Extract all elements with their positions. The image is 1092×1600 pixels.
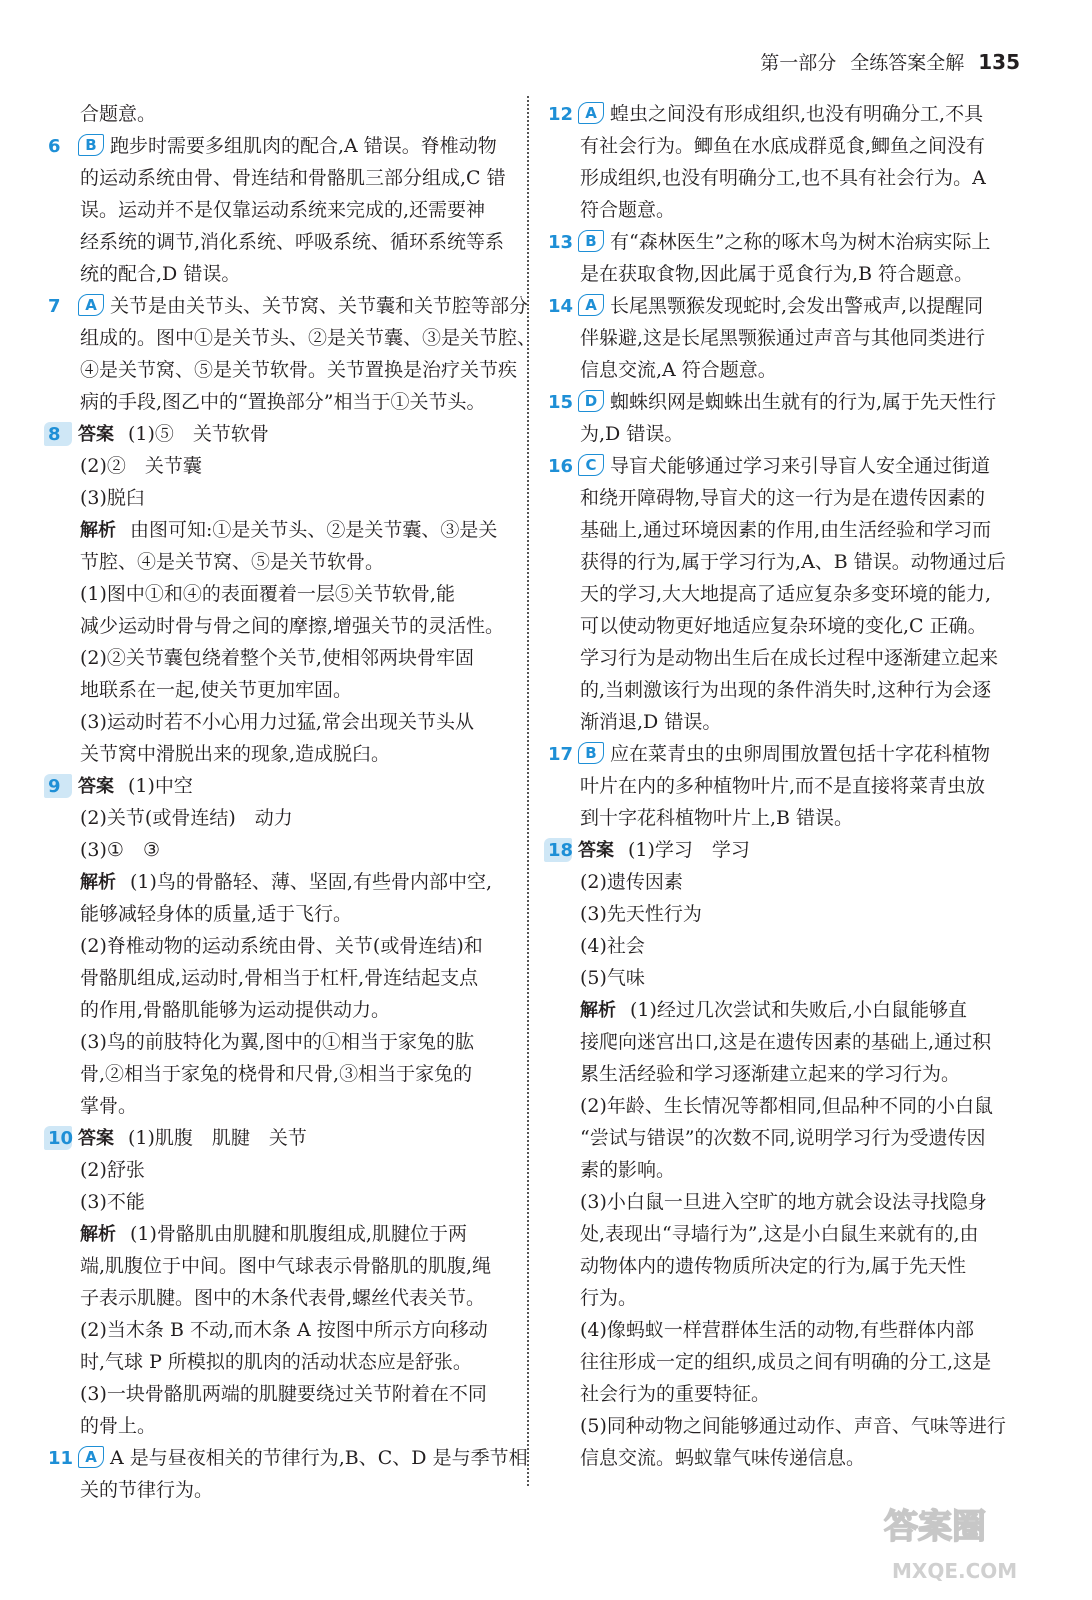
text-line: (1)骨骼肌由肌腱和肌腹组成,肌腱位于两 <box>130 1223 467 1245</box>
text-line: 导盲犬能够通过学习来引导盲人安全通过街道 <box>610 455 991 477</box>
item-number: 13 <box>548 232 574 253</box>
text-line: 的运动系统由骨、骨连结和骨骼肌三部分组成,C 错 <box>80 167 506 189</box>
text-line: 基础上,通过环境因素的作用,由生活经验和学习而 <box>580 519 992 541</box>
answer-badge: D <box>578 390 604 412</box>
answer-badge: A <box>78 294 104 316</box>
text-line: 有社会行为。鲫鱼在水底成群觅食,鲫鱼之间没有 <box>580 135 986 157</box>
text-line: 接爬向迷宫出口,这是在遗传因素的基础上,通过积 <box>580 1031 992 1053</box>
answer-item-7 <box>48 290 537 418</box>
watermark-logo <box>874 1490 1074 1590</box>
text-line: 信息交流。蚂蚁靠气味传递信息。 <box>580 1447 866 1469</box>
text-line: 获得的行为,属于学习行为,A、B 错误。动物通过后 <box>580 551 1006 573</box>
item-number: 8 <box>48 419 78 451</box>
header-section: 第一部分 <box>760 52 837 74</box>
text-line: 天的学习,大大地提高了适应复杂多变环境的能力, <box>580 583 992 605</box>
text-line: “尝试与错误”的次数不同,说明学习行为受遗传因 <box>580 1127 986 1149</box>
text-line: 关节是由关节头、关节窝、关节囊和关节腔等部分 <box>110 295 529 317</box>
watermark-logo-text: 答案圈 <box>884 1507 986 1547</box>
answer-item-14 <box>548 290 1020 386</box>
answer-item-17 <box>548 738 1020 834</box>
text-line: (3)运动时若不小心用力过猛,常会出现关节头从 <box>80 711 474 733</box>
text-line: 骨骼肌组成,运动时,骨相当于杠杆,骨连结起支点 <box>80 967 479 989</box>
text-line: 社会行为的重要特征。 <box>580 1383 771 1405</box>
text-line: 时,气球 P 所模拟的肌肉的活动状态应是舒张。 <box>80 1351 472 1373</box>
item-number: 17 <box>548 744 574 765</box>
text-line: 节腔、④是关节窝、⑤是关节软骨。 <box>80 551 385 573</box>
answer-label: 答案 <box>578 840 614 861</box>
text-line: (4)像蚂蚁一样营群体生活的动物,有些群体内部 <box>580 1319 974 1341</box>
answer-item-13 <box>548 226 1020 290</box>
text-line: 累生活经验和学习逐渐建立起来的学习行为。 <box>580 1063 961 1085</box>
text-line: 关的节律行为。 <box>80 1479 214 1501</box>
text-line: 骨,②相当于家兔的桡骨和尺骨,③相当于家兔的 <box>80 1063 473 1085</box>
answer-part: (2)关节(或骨连结) 动力 <box>80 807 293 829</box>
text-line: 蜘蛛织网是蜘蛛出生就有的行为,属于先天性行 <box>610 391 997 413</box>
answer-badge: A <box>578 294 604 316</box>
text-line: 渐消退,D 错误。 <box>580 711 722 733</box>
text-line: 地联系在一起,使关节更加牢固。 <box>80 679 353 701</box>
item-number: 12 <box>548 104 574 125</box>
text-line: 统的配合,D 错误。 <box>80 263 241 285</box>
answer-item-11 <box>48 1442 528 1506</box>
text-line: 的,当刺激该行为出现的条件消失时,这种行为会逐 <box>580 679 992 701</box>
text-line: (1)经过几次尝试和失败后,小白鼠能够直 <box>630 999 967 1021</box>
text-line: (2)脊椎动物的运动系统由骨、关节(或骨连结)和 <box>80 935 483 957</box>
item-number: 7 <box>48 296 61 317</box>
answer-part: (4)社会 <box>580 935 645 957</box>
item-number: 15 <box>548 392 574 413</box>
text-line: 蝗虫之间没有形成组织,也没有明确分工,不具 <box>610 103 984 125</box>
text-line: (5)同种动物之间能够通过动作、声音、气味等进行 <box>580 1415 1006 1437</box>
answer-item-16 <box>548 450 1020 738</box>
text-line: 由图可知:①是关节头、②是关节囊、③是关 <box>130 519 498 541</box>
text-line: 的骨上。 <box>80 1415 157 1437</box>
analysis-label: 解析 <box>80 520 116 541</box>
text-line: 应在菜青虫的虫卵周围放置包括十字花科植物 <box>610 743 991 765</box>
text-line: 子表示肌腱。图中的木条代表骨,螺丝代表关节。 <box>80 1287 486 1309</box>
answer-item-9 <box>48 770 518 1122</box>
text-line: 掌骨。 <box>80 1095 138 1117</box>
text-line: (3)小白鼠一旦进入空旷的地方就会设法寻找隐身 <box>580 1191 987 1213</box>
text-line: A 是与昼夜相关的节律行为,B、C、D 是与季节相 <box>110 1447 528 1469</box>
text-line: 经系统的调节,消化系统、呼吸系统、循环系统等系 <box>80 231 505 253</box>
answer-part: (2)② 关节囊 <box>80 455 202 477</box>
item-number: 18 <box>548 835 578 867</box>
answer-part: (1)⑤ 关节软骨 <box>128 423 269 445</box>
text-line: 病的手段,图乙中的“置换部分”相当于①关节头。 <box>80 391 486 413</box>
text-line: ④是关节窝、⑤是关节软骨。关节置换是治疗关节疾 <box>80 359 518 381</box>
answer-part: (1)中空 <box>128 775 193 797</box>
answer-part: (2)舒张 <box>80 1159 145 1181</box>
answer-part: (3)先天性行为 <box>580 903 702 925</box>
answer-part: (1)肌腹 肌腱 关节 <box>128 1127 307 1149</box>
item-number: 11 <box>48 1448 74 1469</box>
item-number: 16 <box>548 456 574 477</box>
answer-label: 答案 <box>78 1128 114 1149</box>
text-line: (1)鸟的骨骼轻、薄、坚固,有些骨内部中空, <box>130 871 492 893</box>
text-line: (2)年龄、生长情况等都相同,但品种不同的小白鼠 <box>580 1095 993 1117</box>
analysis-label: 解析 <box>80 1224 116 1245</box>
page-header <box>760 48 1020 75</box>
text-line: 误。运动并不是仅靠运动系统来完成的,还需要神 <box>80 199 486 221</box>
analysis-label: 解析 <box>80 872 116 893</box>
answer-badge: C <box>578 454 604 476</box>
text-line: 能够减轻身体的质量,适于飞行。 <box>80 903 353 925</box>
text-line: 和绕开障碍物,导盲犬的这一行为是在遗传因素的 <box>580 487 986 509</box>
text-line: 形成组织,也没有明确分工,也不具有社会行为。A <box>580 167 986 189</box>
text-line: 的作用,骨骼肌能够为运动提供动力。 <box>80 999 391 1021</box>
text-line: 到十字花科植物叶片上,B 错误。 <box>580 807 854 829</box>
text-line: 有“森林医生”之称的啄木鸟为树木治病实际上 <box>610 231 991 253</box>
text-line: 是在获取食物,因此属于觅食行为,B 符合题意。 <box>580 263 974 285</box>
answer-badge: A <box>78 1446 104 1468</box>
text-line: (2)当木条 B 不动,而木条 A 按图中所示方向移动 <box>80 1319 488 1341</box>
text-line: 学习行为是动物出生后在成长过程中逐渐建立起来 <box>580 647 999 669</box>
watermark-url: MXQE.COM <box>892 1559 1018 1583</box>
analysis-label: 解析 <box>580 1000 616 1021</box>
text-line: 符合题意。 <box>580 199 676 221</box>
answer-badge: A <box>578 102 604 124</box>
answer-badge: B <box>578 230 604 252</box>
text-line: 往往形成一定的组织,成员之间有明确的分工,这是 <box>580 1351 992 1373</box>
text-line: 叶片在内的多种植物叶片,而不是直接将菜青虫放 <box>580 775 986 797</box>
text-line: (3)一块骨骼肌两端的肌腱要绕过关节附着在不同 <box>80 1383 487 1405</box>
answer-item-8 <box>48 418 518 770</box>
text-line: 减少运动时骨与骨之间的摩擦,增强关节的灵活性。 <box>80 615 505 637</box>
item-number: 10 <box>48 1123 78 1155</box>
answer-part: (3)① ③ <box>80 839 160 861</box>
text-line: 可以使动物更好地适应复杂环境的变化,C 正确。 <box>580 615 987 637</box>
text-line: 合题意。 <box>80 103 157 125</box>
text-line: (2)②关节囊包绕着整个关节,使相邻两块骨牢固 <box>80 647 474 669</box>
answer-badge: B <box>78 134 104 156</box>
text-line: 组成的。图中①是关节头、②是关节囊、③是关节腔、 <box>80 327 537 349</box>
answer-badge: B <box>578 742 604 764</box>
text-line: 处,表现出“寻墙行为”,这是小白鼠生来就有的,由 <box>580 1223 979 1245</box>
item-number: 6 <box>48 136 61 157</box>
right-column <box>548 98 1020 1474</box>
answer-label: 答案 <box>78 776 114 797</box>
answer-item-10 <box>48 1122 518 1442</box>
page-number: 135 <box>978 50 1020 74</box>
item-number: 14 <box>548 296 574 317</box>
answer-part: (5)气味 <box>580 967 645 989</box>
answer-label: 答案 <box>78 424 114 445</box>
header-title: 全练答案全解 <box>850 52 965 74</box>
text-line: (3)鸟的前肢特化为翼,图中的①相当于家兔的肱 <box>80 1031 474 1053</box>
text-line: 动物体内的遗传物质所决定的行为,属于先天性 <box>580 1255 967 1277</box>
text-line: 信息交流,A 符合题意。 <box>580 359 777 381</box>
text-line: 长尾黑颚猴发现蛇时,会发出警戒声,以提醒同 <box>610 295 984 317</box>
answer-part: (1)学习 学习 <box>628 839 750 861</box>
text-line: 素的影响。 <box>580 1159 676 1181</box>
answer-item-12 <box>548 98 1020 226</box>
text-line: (1)图中①和④的表面覆着一层⑤关节软骨,能 <box>80 583 455 605</box>
answer-part: (3)脱臼 <box>80 487 145 509</box>
text-line: 跑步时需要多组肌肉的配合,A 错误。脊椎动物 <box>110 135 497 157</box>
text-line: 端,肌腹位于中间。图中气球表示骨骼肌的肌腹,绳 <box>80 1255 492 1277</box>
answer-item-6 <box>48 130 518 290</box>
text-line: 关节窝中滑脱出来的现象,造成脱臼。 <box>80 743 391 765</box>
answer-item-15 <box>548 386 1020 450</box>
answer-part: (3)不能 <box>80 1191 145 1213</box>
answer-part: (2)遗传因素 <box>580 871 683 893</box>
item-number: 9 <box>48 771 78 803</box>
text-line: 伴躲避,这是长尾黑颚猴通过声音与其他同类进行 <box>580 327 986 349</box>
text-line: 为,D 错误。 <box>580 423 684 445</box>
answer-item-18 <box>548 834 1020 1474</box>
text-line: 行为。 <box>580 1287 638 1309</box>
left-column <box>48 98 537 1506</box>
